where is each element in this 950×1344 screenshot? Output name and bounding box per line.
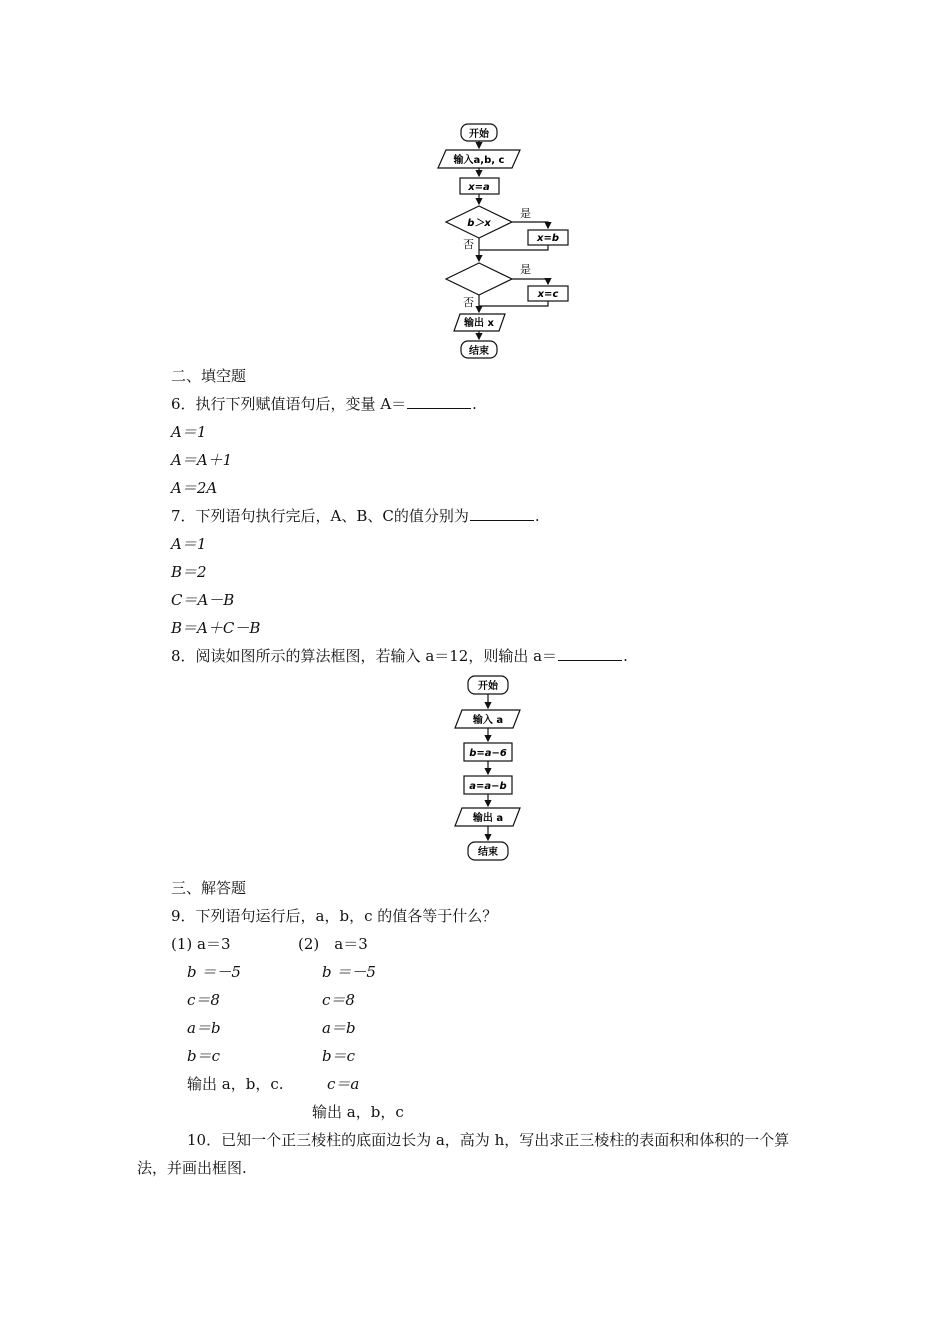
q9-col2-line-5: c＝a bbox=[327, 1075, 360, 1093]
q7-line-4: B＝A＋C－B bbox=[171, 619, 261, 637]
fc1-start-label: 开始 bbox=[469, 129, 489, 140]
q6-prompt-end: . bbox=[472, 395, 477, 413]
q7-line-3: C＝A－B bbox=[171, 591, 235, 609]
fc2-input-label: 输入 a bbox=[472, 715, 504, 726]
q7-answer-blank bbox=[470, 506, 534, 521]
q7-prompt-end: . bbox=[534, 507, 540, 525]
fc2-step2-label: a=a−b bbox=[469, 781, 507, 792]
q9-col1-line-5: 输出 a，b，c. bbox=[187, 1075, 284, 1093]
q9-col1-line-3: a＝b bbox=[187, 1019, 221, 1037]
q6-line-2: A＝A＋1 bbox=[171, 451, 233, 469]
q9-col2-head: (2) a＝3 bbox=[298, 935, 368, 953]
q7-line-1: A＝1 bbox=[171, 535, 207, 553]
fc1-input-label: 输入a,b, c bbox=[453, 155, 505, 166]
q10-line-2: 法，并画出框图. bbox=[137, 1159, 247, 1177]
q7-prompt bbox=[171, 506, 540, 526]
fc1-decision-1-label: b＞x bbox=[467, 218, 491, 229]
fc1-no-2: 否 bbox=[463, 296, 474, 309]
section-heading-solve: 三、解答题 bbox=[171, 879, 247, 897]
fc1-assign-xa-label: x=a bbox=[468, 182, 490, 193]
fc1-end-label: 结束 bbox=[469, 346, 489, 357]
q9-col2-line-6: 输出 a，b，c bbox=[312, 1103, 404, 1121]
q8-prompt-text: 8．阅读如图所示的算法框图，若输入 a＝12，则输出 a＝ bbox=[171, 647, 558, 665]
q6-line-3: A＝2A bbox=[171, 479, 218, 497]
section-heading-fill-in: 二、填空题 bbox=[171, 367, 247, 385]
fc2-step1-label: b=a−6 bbox=[469, 748, 507, 759]
fc1-assign-xc-label: x=c bbox=[537, 289, 559, 300]
q6-answer-blank bbox=[407, 394, 471, 409]
q9-col1-line-4: b＝c bbox=[187, 1047, 221, 1065]
fc2-output-label: 输出 a bbox=[472, 813, 504, 824]
q9-col1-line-2: c＝8 bbox=[187, 991, 220, 1009]
q9-col2-line-3: a＝b bbox=[322, 1019, 356, 1037]
q7-line-2: B＝2 bbox=[171, 563, 207, 581]
fc2-start-label: 开始 bbox=[478, 681, 498, 692]
q7-prompt-text: 7．下列语句执行完后，A、B、C的值分别为 bbox=[171, 507, 469, 525]
fc1-no-1: 否 bbox=[463, 238, 474, 251]
q6-prompt-text: 6．执行下列赋值语句后，变量 A＝ bbox=[171, 395, 407, 413]
q9-col2-line-1: b ＝－5 bbox=[322, 963, 376, 981]
fc2-end-label: 结束 bbox=[478, 847, 498, 858]
q6-prompt bbox=[171, 394, 477, 414]
flowchart-1 bbox=[0, 0, 950, 370]
q6-line-1: A＝1 bbox=[171, 423, 207, 441]
fc1-assign-xb-label: x=b bbox=[537, 233, 559, 244]
flowchart-2 bbox=[0, 670, 950, 870]
q9-col1-line-1: b ＝－5 bbox=[187, 963, 241, 981]
q8-prompt-end: . bbox=[623, 647, 628, 665]
q9-col1-head: (1) a＝3 bbox=[171, 935, 231, 953]
fc1-output-label: 输出 x bbox=[464, 318, 494, 329]
q10-line-1: 10．已知一个正三棱柱的底面边长为 a，高为 h，写出求正三棱柱的表面积和体积的一个算 bbox=[187, 1131, 790, 1149]
fc1-yes-2: 是 bbox=[520, 263, 531, 276]
q8-answer-blank bbox=[558, 646, 622, 661]
q9-prompt: 9．下列语句运行后，a，b，c 的值各等于什么？ bbox=[171, 907, 498, 925]
q9-col2-line-4: b＝c bbox=[322, 1047, 356, 1065]
fc1-decision-2 bbox=[446, 263, 512, 295]
q9-col2-line-2: c＝8 bbox=[322, 991, 355, 1009]
q8-prompt bbox=[171, 646, 628, 666]
fc1-yes-1: 是 bbox=[520, 207, 531, 220]
